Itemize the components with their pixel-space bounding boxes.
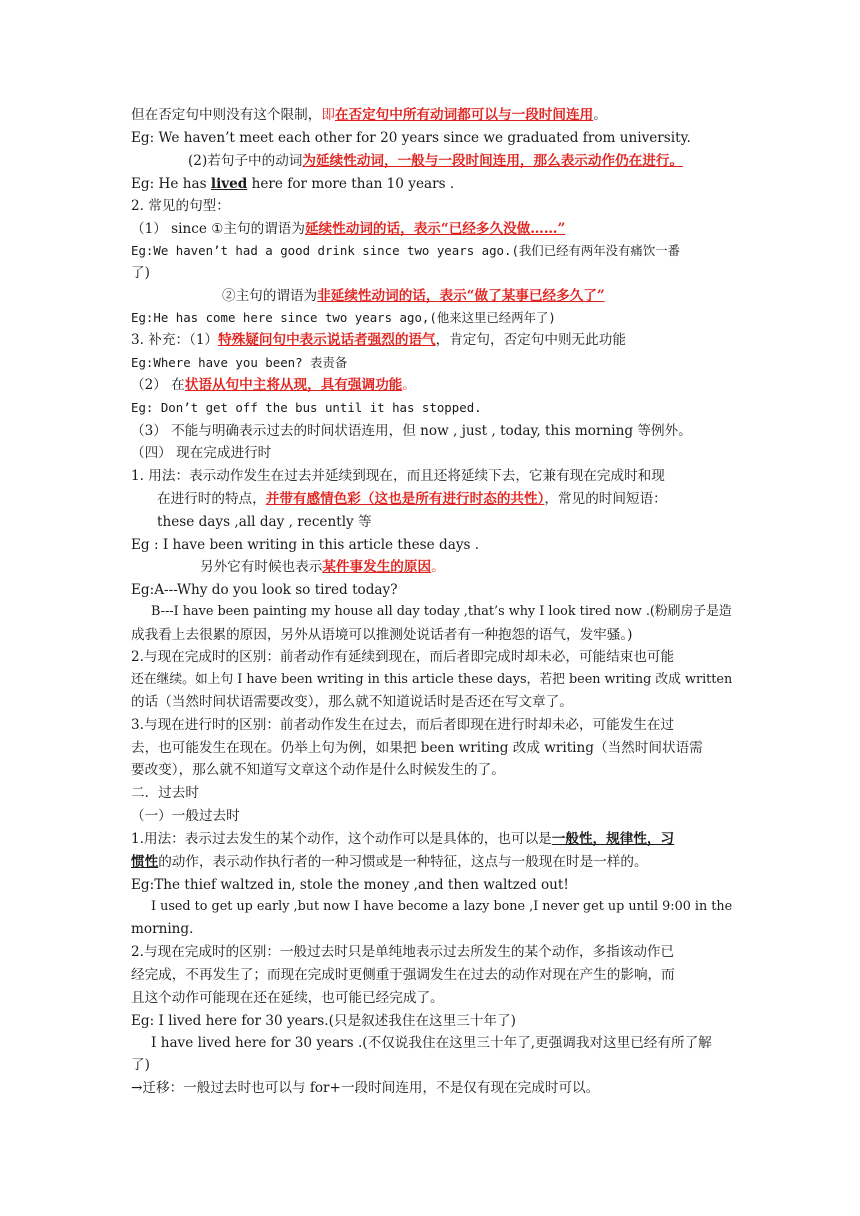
example-line bbox=[131, 174, 454, 194]
highlight-text: 。 bbox=[402, 377, 416, 393]
section-heading: （一）一般过去时 bbox=[131, 808, 240, 824]
text-line: →迁移：一般过去时也可以与 for+一段时间连用，不是仅有现在完成时可以。 bbox=[131, 1080, 600, 1096]
example-line: I have lived here for 30 years .(不仅说我住在这里三十年了,更强调我对这里已经有所了解 bbox=[151, 1035, 712, 1051]
text-span: Eg: He has bbox=[131, 176, 211, 192]
text-span: 1.用法：表示过去发生的某个动作，这个动作可以是具体的，也可以是 bbox=[131, 831, 552, 847]
text-line: 还在继续。如上句 I have been writing in this article these days，若把 been writing 改成 written bbox=[131, 672, 733, 687]
emphasis-text: 为延续性动词，一般与一段时间连用，那么表示动作仍在进行。 bbox=[302, 153, 684, 169]
text-line: 了) bbox=[131, 1057, 150, 1073]
text-line bbox=[131, 829, 674, 849]
emphasis-text: 并带有感情色彩（这也是所有进行时态的共性） bbox=[265, 491, 545, 507]
text-line: 经完成，不再发生了；而现在完成时更侧重于强调发生在过去的动作对现在产生的影响，而 bbox=[131, 967, 675, 983]
bold-underline-text: 一般性，规律性，习 bbox=[551, 831, 675, 847]
emphasis-text: 特殊疑问句中表示说话者强烈的语气 bbox=[218, 332, 436, 348]
text-line: 1. 用法：表示动作发生在过去并延续到现在，而且还将延续下去，它兼有现在完成时和现 bbox=[131, 468, 665, 484]
emphasis-text: 在否定句中所有动词都可以与一段时间连用 bbox=[334, 107, 594, 123]
text-span: 但在否定句中则没有这个限制， bbox=[131, 107, 322, 123]
text-span: 。 bbox=[593, 107, 607, 123]
text-line: 2.与现在完成时的区别：前者动作有延续到现在，而后者即完成时却未必，可能结束也可能 bbox=[131, 649, 675, 665]
highlight-text: 。 bbox=[431, 559, 445, 575]
emphasis-text: 状语从句中主将从现，具有强调功能 bbox=[184, 377, 403, 393]
text-span: （1） since ①主句的谓语为 bbox=[131, 221, 305, 237]
example-line: B---I have been painting my house all day today ,that’s why I look tired now .(粉刷房子是造 bbox=[151, 604, 732, 619]
example-line: Eg:Where have you been? 表责备 bbox=[131, 355, 348, 370]
highlight-text: 即 bbox=[321, 107, 335, 123]
text-span: 另外它有时候也表示 bbox=[200, 559, 323, 575]
example-line: Eg:A---Why do you look so tired today? bbox=[131, 582, 398, 598]
section-heading: 2. 常见的句型： bbox=[131, 198, 230, 214]
text-line: （3） 不能与明确表示过去的时间状语连用，但 now , just , today, this morning 等例外。 bbox=[131, 423, 692, 439]
example-line: Eg: We haven’t meet each other for 20 years since we graduated from university. bbox=[131, 130, 691, 146]
example-line: I used to get up early ,but now I have become a lazy bone ,I never get up until 9:00 in the bbox=[151, 899, 733, 914]
example-line: Eg: I lived here for 30 years.(只是叙述我住在这里三十年了) bbox=[131, 1013, 516, 1029]
text-span: 3. 补充：（1） bbox=[131, 332, 219, 348]
emphasis-text: 非延续性动词的话，表示“做了某事已经多久了” bbox=[317, 288, 605, 304]
text-line: 了) bbox=[131, 265, 150, 281]
text-span: ，肯定句，否定句中则无此功能 bbox=[435, 332, 626, 348]
text-span: ，常见的时间短语： bbox=[544, 491, 667, 507]
text-line: these days ,all day , recently 等 bbox=[157, 514, 372, 530]
text-span: (2)若句子中的动词 bbox=[188, 153, 303, 169]
text-line bbox=[131, 375, 416, 395]
text-line bbox=[131, 219, 565, 239]
text-line: 3.与现在进行时的区别：前者动作发生在过去，而后者即现在进行时却未必，可能发生在过 bbox=[131, 717, 675, 733]
text-line bbox=[131, 852, 648, 872]
example-line: Eg:He has come here since two years ago,(他来这里已经两年了) bbox=[131, 310, 556, 325]
bold-underline-text: lived bbox=[210, 176, 248, 192]
text-line: 去，也可能发生在现在。仍举上句为例，如果把 been writing 改成 writing（当然时间状语需 bbox=[131, 740, 703, 756]
text-line bbox=[188, 151, 683, 171]
text-line bbox=[157, 489, 667, 509]
example-line: Eg: Don’t get off the bus until it has stopped. bbox=[131, 400, 482, 415]
emphasis-text: 某件事发生的原因 bbox=[322, 559, 432, 575]
text-line: 且这个动作可能现在还在延续，也可能已经完成了。 bbox=[131, 990, 444, 1006]
text-line bbox=[222, 286, 605, 306]
text-span: 在进行时的特点， bbox=[157, 491, 266, 507]
example-line: morning. bbox=[131, 921, 194, 937]
text-span: （2） 在 bbox=[131, 377, 185, 393]
text-span: here for more than 10 years . bbox=[247, 176, 455, 192]
text-span: ②主句的谓语为 bbox=[222, 288, 318, 304]
text-line: 2.与现在完成时的区别：一般过去时只是单纯地表示过去所发生的某个动作，多指该动作已 bbox=[131, 944, 675, 960]
example-line: Eg:The thief waltzed in, stole the money ,and then waltzed out! bbox=[131, 877, 569, 893]
text-line: 要改变），那么就不知道写文章这个动作是什么时候发生的了。 bbox=[131, 762, 505, 778]
text-line bbox=[200, 557, 445, 577]
section-heading: （四） 现在完成进行时 bbox=[131, 445, 272, 461]
bold-underline-text: 惯性 bbox=[131, 854, 159, 870]
text-line: 的话（当然时间状语需要改变），那么就不知道说话时是否还在写文章了。 bbox=[131, 694, 573, 710]
text-line bbox=[131, 105, 607, 125]
example-line: Eg:We haven’t had a good drink since two years ago.(我们已经有两年没有痛饮一番 bbox=[131, 243, 680, 258]
emphasis-text: 延续性动词的话，表示“已经多久没做……” bbox=[304, 221, 566, 237]
text-line: 成我看上去很累的原因，另外从语境可以推测处说话者有一种抱怨的语气，发牢骚。) bbox=[131, 627, 633, 643]
text-line bbox=[131, 330, 626, 350]
example-line: Eg : I have been writing in this article these days . bbox=[131, 537, 480, 553]
text-span: 的动作，表示动作执行者的一种习惯或是一种特征，这点与一般现在时是一样的。 bbox=[158, 854, 648, 870]
section-heading: 二．过去时 bbox=[131, 785, 199, 801]
